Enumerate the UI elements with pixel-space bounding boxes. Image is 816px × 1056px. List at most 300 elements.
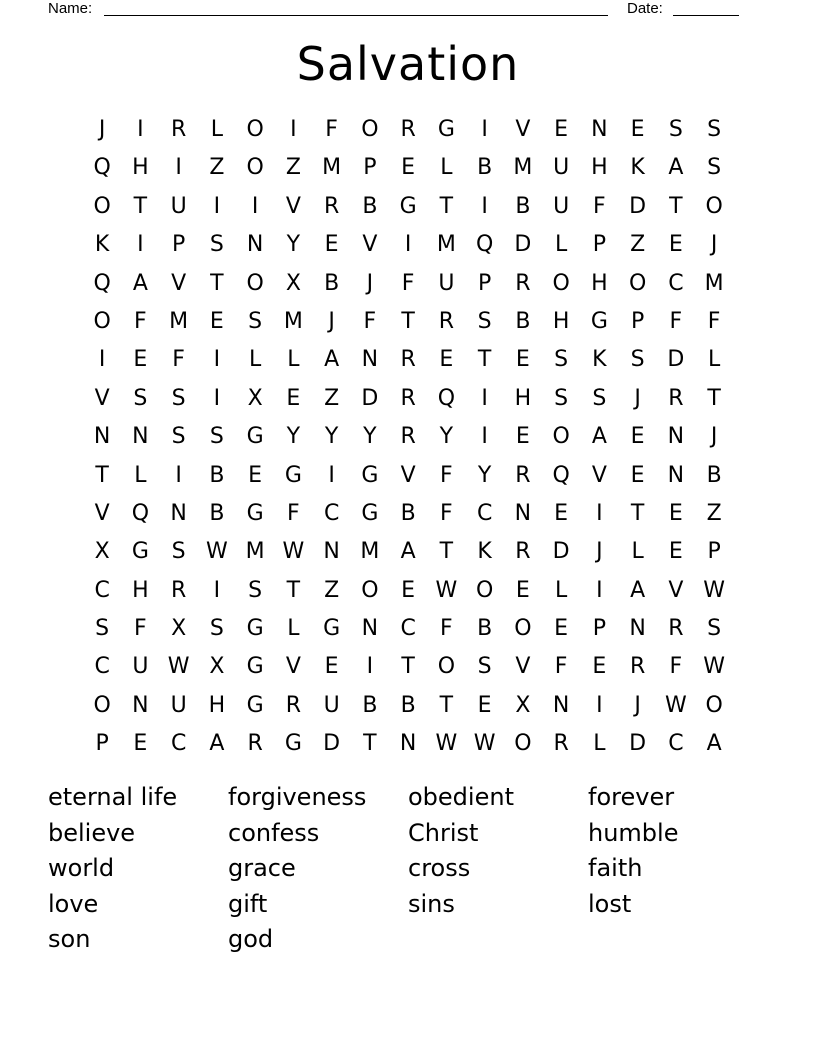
grid-letter[interactable]: V	[171, 270, 187, 296]
grid-letter[interactable]: L	[210, 117, 223, 142]
grid-letter[interactable]: T	[669, 193, 683, 219]
grid-letter[interactable]: V	[362, 232, 378, 258]
grid-letter[interactable]: P	[592, 232, 607, 258]
grid-letter[interactable]: D	[667, 347, 685, 373]
grid-letter[interactable]: N	[361, 616, 379, 642]
grid-letter[interactable]: Z	[324, 577, 340, 603]
grid-letter[interactable]: Q	[552, 462, 570, 488]
grid-letter[interactable]: J	[710, 424, 718, 450]
grid-letter[interactable]: H	[132, 155, 149, 181]
grid-letter[interactable]: T	[286, 577, 301, 603]
word-list-item: grace	[228, 854, 296, 882]
grid-letter[interactable]: L	[287, 347, 300, 373]
grid-letter[interactable]: C	[476, 500, 493, 526]
grid-letter[interactable]: N	[514, 500, 532, 526]
grid-letter[interactable]: O	[705, 692, 723, 718]
grid-letter[interactable]: B	[324, 270, 340, 296]
grid-letter[interactable]: A	[630, 577, 646, 603]
grid-letter[interactable]: Q	[93, 270, 111, 296]
grid-letter[interactable]: I	[137, 117, 144, 142]
grid-letter[interactable]: S	[209, 424, 224, 450]
grid-letter[interactable]: A	[706, 731, 722, 757]
grid-letter[interactable]: M	[283, 308, 303, 334]
grid-letter[interactable]: I	[481, 193, 488, 219]
grid-letter[interactable]: E	[324, 232, 339, 258]
grid-letter[interactable]: N	[93, 424, 111, 450]
grid-letter[interactable]: F	[363, 308, 377, 334]
grid-letter[interactable]: N	[323, 539, 340, 565]
grid-letter[interactable]: S	[707, 117, 722, 142]
grid-letter[interactable]: S	[171, 539, 186, 565]
grid-letter[interactable]: V	[400, 462, 416, 488]
grid-letter[interactable]: N	[399, 731, 417, 757]
grid-letter[interactable]: A	[591, 424, 607, 450]
grid-letter[interactable]: F	[172, 347, 185, 373]
grid-letter[interactable]: C	[400, 616, 416, 642]
grid-letter[interactable]: C	[668, 270, 684, 296]
grid-letter[interactable]: E	[668, 500, 683, 526]
grid-letter[interactable]: L	[631, 539, 644, 565]
grid-letter[interactable]: S	[707, 616, 722, 642]
grid-letter[interactable]: S	[630, 347, 645, 373]
grid-letter[interactable]: S	[209, 616, 224, 642]
grid-letter[interactable]: N	[667, 462, 685, 488]
grid-letter[interactable]: Z	[706, 500, 722, 526]
grid-letter[interactable]: O	[437, 654, 456, 680]
grid-letter[interactable]: S	[171, 385, 186, 411]
grid-letter[interactable]: L	[287, 616, 300, 642]
grid-letter[interactable]: F	[287, 500, 300, 526]
grid-letter[interactable]: J	[328, 308, 335, 334]
grid-letter[interactable]: C	[323, 500, 340, 526]
grid-letter[interactable]: J	[366, 270, 374, 296]
grid-letter[interactable]: H	[514, 385, 532, 411]
grid-letter[interactable]: E	[592, 654, 607, 680]
grid-letter[interactable]: M	[169, 308, 189, 334]
grid-letter[interactable]: K	[630, 155, 645, 181]
grid-letter[interactable]: I	[213, 347, 221, 373]
grid-letter[interactable]: I	[251, 193, 259, 219]
grid-letter[interactable]: S	[477, 654, 492, 680]
grid-letter[interactable]: U	[170, 692, 187, 718]
grid-letter[interactable]: E	[477, 692, 492, 718]
grid-letter[interactable]: T	[401, 308, 415, 334]
grid-letter[interactable]: H	[208, 692, 226, 718]
grid-letter[interactable]: E	[133, 731, 148, 757]
grid-letter[interactable]: R	[668, 616, 684, 642]
grid-letter[interactable]: B	[477, 616, 493, 642]
grid-letter[interactable]: J	[634, 692, 641, 718]
word-list-item: gift	[228, 889, 268, 918]
grid-letter[interactable]: T	[95, 462, 109, 488]
grid-letter[interactable]: S	[248, 308, 263, 334]
grid-letter[interactable]: T	[477, 347, 492, 373]
grid-letter[interactable]: S	[95, 616, 110, 642]
grid-letter[interactable]: B	[400, 500, 416, 526]
grid-letter[interactable]: E	[554, 500, 569, 526]
date-blank-line[interactable]	[673, 15, 739, 16]
grid-letter[interactable]: U	[323, 692, 340, 718]
grid-letter[interactable]: I	[596, 577, 603, 603]
grid-letter[interactable]: M	[322, 155, 342, 181]
grid-letter[interactable]: G	[284, 731, 302, 757]
grid-letter[interactable]: B	[362, 692, 378, 718]
grid-letter[interactable]: M	[704, 270, 724, 296]
grid-letter[interactable]: S	[209, 232, 224, 258]
grid-letter[interactable]: B	[706, 462, 722, 488]
grid-letter[interactable]: F	[134, 308, 147, 334]
grid-letter[interactable]: I	[98, 347, 106, 373]
grid-letter[interactable]: C	[170, 731, 187, 757]
grid-letter[interactable]: S	[133, 385, 148, 411]
grid-letter[interactable]: R	[515, 462, 531, 488]
grid-letter[interactable]: R	[438, 308, 455, 334]
grid-letter[interactable]: G	[246, 654, 264, 680]
grid-letter[interactable]: R	[285, 692, 302, 718]
grid-letter[interactable]: L	[707, 347, 721, 373]
grid-letter[interactable]: T	[707, 385, 721, 411]
grid-letter[interactable]: W	[703, 654, 725, 680]
grid-letter[interactable]: M	[513, 155, 533, 181]
grid-letter[interactable]: I	[366, 654, 374, 680]
grid-row	[83, 380, 733, 418]
grid-letter[interactable]: O	[93, 692, 111, 718]
grid-letter[interactable]: O	[552, 270, 570, 296]
grid-letter[interactable]: N	[132, 424, 149, 450]
grid-letter[interactable]: Q	[475, 232, 494, 258]
grid-letter[interactable]: N	[361, 347, 379, 373]
grid-letter[interactable]: P	[592, 616, 607, 642]
grid-letter[interactable]: E	[554, 117, 569, 142]
grid-letter[interactable]: C	[94, 654, 110, 680]
grid-letter[interactable]: V	[285, 654, 301, 680]
grid-letter[interactable]: P	[363, 155, 377, 181]
grid-letter[interactable]: R	[170, 577, 187, 603]
grid-letter[interactable]: I	[213, 385, 221, 411]
grid-letter[interactable]: V	[591, 462, 607, 488]
grid-letter[interactable]: O	[246, 117, 264, 142]
grid-letter[interactable]: G	[246, 424, 264, 450]
grid-letter[interactable]: F	[669, 308, 683, 334]
grid-letter[interactable]: W	[282, 539, 305, 565]
grid-letter[interactable]: X	[247, 385, 263, 411]
grid-letter[interactable]: Q	[93, 155, 111, 181]
word-list-item: god	[228, 925, 274, 953]
grid-letter[interactable]: B	[209, 500, 225, 526]
grid-letter[interactable]: P	[630, 308, 645, 334]
grid-letter[interactable]: O	[93, 308, 111, 334]
grid-letter[interactable]: V	[515, 654, 531, 680]
grid-letter[interactable]: V	[285, 193, 301, 219]
grid-letter[interactable]: W	[167, 654, 190, 680]
grid-letter[interactable]: Y	[286, 424, 301, 450]
grid-letter[interactable]: F	[325, 117, 338, 142]
grid-letter[interactable]: T	[133, 193, 148, 219]
grid-letter[interactable]: B	[209, 462, 225, 488]
grid-letter[interactable]: T	[363, 731, 377, 757]
grid-letter[interactable]: Z	[324, 385, 340, 411]
grid-letter[interactable]: X	[515, 692, 531, 718]
grid-letter[interactable]: E	[515, 347, 530, 373]
grid-letter[interactable]: E	[630, 424, 645, 450]
puzzle-title: Salvation	[296, 37, 520, 91]
grid-letter[interactable]: U	[553, 155, 570, 181]
grid-letter[interactable]: P	[707, 539, 721, 565]
grid-letter[interactable]: Z	[630, 232, 646, 258]
grid-letter[interactable]: T	[210, 270, 224, 296]
grid-letter[interactable]: N	[667, 424, 685, 450]
grid-letter[interactable]: E	[515, 577, 530, 603]
grid-letter[interactable]: R	[668, 385, 684, 411]
grid-letter[interactable]: W	[473, 731, 496, 757]
grid-letter[interactable]: E	[209, 308, 224, 334]
grid-letter[interactable]: L	[554, 232, 568, 258]
grid-letter[interactable]: I	[404, 232, 412, 258]
grid-letter[interactable]: G	[246, 500, 264, 526]
grid-letter[interactable]: X	[94, 539, 110, 565]
name-blank-line[interactable]	[104, 15, 608, 16]
grid-letter[interactable]: F	[707, 308, 721, 334]
grid-letter[interactable]: R	[400, 347, 416, 373]
grid-letter[interactable]: D	[629, 731, 647, 757]
grid-letter[interactable]: J	[634, 385, 641, 411]
grid-letter[interactable]: N	[629, 616, 646, 642]
grid-letter[interactable]: T	[439, 692, 454, 718]
grid-letter[interactable]: E	[324, 654, 339, 680]
grid-letter[interactable]: D	[361, 385, 379, 411]
grid-letter[interactable]: E	[668, 539, 683, 565]
grid-letter[interactable]: U	[132, 654, 149, 680]
grid-letter[interactable]: O	[475, 577, 494, 603]
grid-letter[interactable]: I	[328, 462, 335, 488]
grid-letter[interactable]: I	[596, 500, 603, 526]
grid-letter[interactable]: W	[205, 539, 228, 565]
grid-letter[interactable]: E	[668, 232, 683, 258]
grid-letter[interactable]: O	[705, 193, 723, 219]
grid-letter[interactable]: J	[98, 117, 106, 142]
grid-letter[interactable]: G	[246, 692, 264, 718]
grid-letter[interactable]: N	[246, 232, 264, 258]
grid-letter[interactable]: C	[94, 577, 110, 603]
grid-letter[interactable]: A	[668, 155, 684, 181]
grid-letter[interactable]: E	[286, 385, 301, 411]
grid-letter[interactable]: R	[400, 117, 416, 142]
grid-letter[interactable]: P	[477, 270, 492, 296]
grid-letter[interactable]: R	[553, 731, 569, 757]
grid-letter[interactable]: V	[94, 385, 110, 411]
grid-letter[interactable]: H	[591, 270, 608, 296]
grid-letter[interactable]: E	[630, 462, 645, 488]
grid-letter[interactable]: F	[593, 193, 606, 219]
grid-letter[interactable]: Y	[477, 462, 492, 488]
grid-letter[interactable]: I	[175, 155, 182, 181]
grid-letter[interactable]: Y	[324, 424, 339, 450]
grid-letter[interactable]: G	[361, 462, 379, 488]
grid-letter[interactable]: I	[175, 462, 182, 488]
grid-letter[interactable]: O	[552, 424, 570, 450]
grid-letter[interactable]: S	[477, 308, 492, 334]
grid-letter[interactable]: O	[246, 155, 264, 181]
grid-letter[interactable]: D	[629, 193, 647, 219]
grid-letter[interactable]: L	[248, 347, 262, 373]
grid-letter[interactable]: S	[668, 117, 683, 142]
grid-letter[interactable]: I	[213, 193, 221, 219]
grid-letter[interactable]: V	[94, 500, 110, 526]
grid-letter[interactable]: L	[554, 577, 568, 603]
grid-letter[interactable]: I	[596, 692, 603, 718]
grid-letter[interactable]: J	[596, 539, 603, 565]
grid-letter[interactable]: W	[703, 577, 725, 603]
grid-letter[interactable]: R	[400, 424, 416, 450]
grid-letter[interactable]: O	[361, 117, 379, 142]
grid-letter[interactable]: I	[481, 424, 488, 450]
grid-letter[interactable]: Y	[363, 424, 377, 450]
grid-letter[interactable]: I	[481, 385, 488, 411]
grid-letter[interactable]: N	[170, 500, 187, 526]
grid-letter[interactable]: R	[400, 385, 416, 411]
grid-letter[interactable]: S	[554, 385, 569, 411]
grid-letter[interactable]: W	[435, 577, 458, 603]
grid-letter[interactable]: M	[436, 232, 456, 258]
grid-letter[interactable]: V	[668, 577, 684, 603]
grid-letter[interactable]: H	[132, 577, 149, 603]
grid-letter[interactable]: K	[592, 347, 607, 373]
grid-letter[interactable]: S	[554, 347, 569, 373]
grid-letter[interactable]: F	[440, 616, 453, 642]
grid-letter[interactable]: O	[628, 270, 647, 296]
grid-letter[interactable]: L	[134, 462, 147, 488]
grid-letter[interactable]: E	[515, 424, 530, 450]
grid-letter[interactable]: M	[245, 539, 265, 565]
grid-letter[interactable]: U	[553, 193, 570, 219]
grid-letter[interactable]: O	[246, 270, 264, 296]
grid-letter[interactable]: F	[669, 654, 683, 680]
grid-letter[interactable]: H	[591, 155, 608, 181]
grid-letter[interactable]: F	[401, 270, 415, 296]
grid-letter[interactable]: V	[515, 117, 531, 142]
grid-letter[interactable]: O	[93, 193, 111, 219]
grid-letter[interactable]: P	[171, 232, 186, 258]
grid-letter[interactable]: M	[360, 539, 380, 565]
grid-letter[interactable]: Q	[131, 500, 150, 526]
grid-letter[interactable]: S	[707, 155, 722, 181]
grid-row	[83, 226, 733, 264]
grid-letter[interactable]: E	[439, 347, 454, 373]
grid-letter[interactable]: F	[440, 500, 453, 526]
grid-letter[interactable]: T	[401, 654, 415, 680]
grid-letter[interactable]: R	[515, 539, 531, 565]
grid-letter[interactable]: Z	[209, 155, 225, 181]
grid-letter[interactable]: J	[710, 232, 718, 258]
grid-letter[interactable]: G	[399, 193, 417, 219]
grid-letter[interactable]: X	[171, 616, 187, 642]
grid-letter[interactable]: F	[440, 462, 453, 488]
grid-letter[interactable]: G	[361, 500, 379, 526]
grid-letter[interactable]: A	[132, 270, 148, 296]
grid-letter[interactable]: X	[285, 270, 301, 296]
grid-letter[interactable]: K	[94, 232, 110, 258]
grid-letter[interactable]: B	[477, 155, 493, 181]
grid-letter[interactable]: H	[552, 308, 570, 334]
grid-letter[interactable]: F	[134, 616, 147, 642]
grid-letter[interactable]: R	[170, 117, 187, 142]
grid-letter[interactable]: S	[171, 424, 186, 450]
word-list-item: Christ	[408, 818, 479, 847]
grid-letter[interactable]: P	[95, 731, 109, 757]
grid-letter[interactable]: A	[324, 347, 340, 373]
grid-letter[interactable]: Y	[439, 424, 454, 450]
grid-letter[interactable]: E	[401, 577, 416, 603]
grid-letter[interactable]: G	[246, 616, 264, 642]
grid-letter[interactable]: T	[630, 500, 645, 526]
grid-letter[interactable]: B	[515, 308, 531, 334]
grid-letter[interactable]: Z	[285, 155, 301, 181]
grid-letter[interactable]: I	[481, 117, 488, 142]
grid-letter[interactable]: R	[247, 731, 263, 757]
grid-letter[interactable]: L	[593, 731, 606, 757]
grid-letter[interactable]: E	[630, 117, 645, 142]
grid-letter[interactable]: G	[131, 539, 149, 565]
grid-letter[interactable]: D	[514, 232, 532, 258]
grid-letter[interactable]: G	[437, 117, 455, 142]
grid-letter[interactable]: D	[552, 539, 570, 565]
grid-letter[interactable]: R	[629, 654, 646, 680]
grid-letter[interactable]: O	[514, 616, 532, 642]
grid-letter[interactable]: B	[362, 193, 378, 219]
grid-letter[interactable]: X	[209, 654, 225, 680]
grid-letter[interactable]: N	[591, 117, 608, 142]
grid-letter[interactable]: G	[590, 308, 608, 334]
grid-letter[interactable]: O	[361, 577, 379, 603]
grid-row	[83, 495, 733, 533]
grid-letter[interactable]: N	[132, 692, 149, 718]
grid-letter[interactable]: R	[323, 193, 340, 219]
grid-letter[interactable]: E	[554, 616, 569, 642]
grid-letter[interactable]: O	[514, 731, 532, 757]
grid-letter[interactable]: Y	[286, 232, 301, 258]
grid-letter[interactable]: R	[515, 270, 531, 296]
grid-letter[interactable]: U	[170, 193, 187, 219]
word-list-item: love	[48, 889, 99, 918]
grid-letter[interactable]: Q	[437, 385, 456, 411]
grid-letter[interactable]: B	[400, 692, 416, 718]
grid-letter[interactable]: T	[439, 539, 454, 565]
grid-letter[interactable]: W	[435, 731, 458, 757]
grid-letter[interactable]: G	[284, 462, 302, 488]
grid-letter[interactable]: A	[209, 731, 225, 757]
grid-letter[interactable]: I	[213, 577, 221, 603]
grid-letter[interactable]: E	[401, 155, 416, 181]
grid-letter[interactable]: E	[248, 462, 263, 488]
grid-letter[interactable]: W	[664, 692, 687, 718]
grid-letter[interactable]: C	[668, 731, 684, 757]
grid-letter[interactable]: A	[400, 539, 416, 565]
grid-letter[interactable]: N	[552, 692, 570, 718]
grid-letter[interactable]: D	[323, 731, 341, 757]
grid-letter[interactable]: T	[439, 193, 454, 219]
grid-letter[interactable]: L	[440, 155, 453, 181]
grid-letter[interactable]: I	[137, 232, 144, 258]
grid-letter[interactable]: B	[515, 193, 531, 219]
grid-letter[interactable]: K	[477, 539, 492, 565]
grid-letter[interactable]: I	[290, 117, 297, 142]
grid-letter[interactable]: F	[554, 654, 568, 680]
grid-letter[interactable]: S	[248, 577, 263, 603]
grid-letter[interactable]: E	[133, 347, 148, 373]
grid-letter[interactable]: G	[323, 616, 341, 642]
grid-letter[interactable]: U	[438, 270, 455, 296]
grid-letter[interactable]: S	[592, 385, 607, 411]
